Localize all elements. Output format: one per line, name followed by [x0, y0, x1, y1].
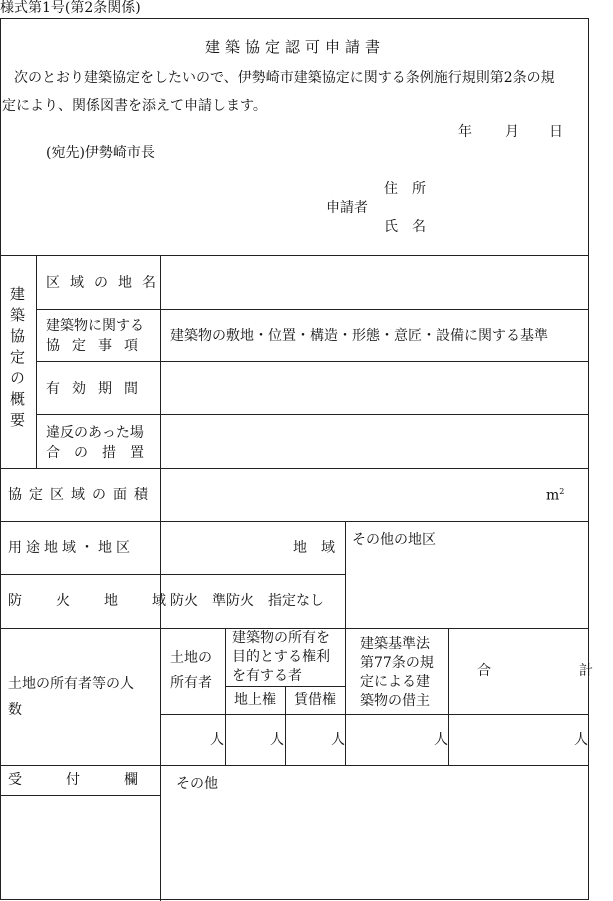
rights-holder-header-2: 目的とする権利: [232, 649, 330, 665]
agreement-items-value: 建築物の敷地・位置・構造・形態・意匠・設備に関する基準: [170, 328, 548, 344]
art77-header-2: 第77条の規: [360, 655, 434, 671]
total-header: 合 計: [477, 663, 613, 679]
overview-label: 建築協定の概要: [8, 286, 26, 433]
applicant-address-label: 住 所: [384, 181, 426, 197]
zone-label: 用途地域・地区: [8, 540, 134, 556]
land-owner-count-unit: 人: [210, 732, 224, 748]
applicant-label: 申請者: [326, 200, 368, 216]
agreement-items-label-2: 協定事項: [46, 338, 150, 354]
violation-measures-label-2: 合の措置: [46, 445, 158, 461]
violation-measures-label-1: 違反のあった場: [46, 425, 144, 441]
fire-zone-label: 防火地域: [8, 593, 200, 609]
date-month: 月: [505, 124, 519, 140]
form-number: 様式第1号(第2条関係): [0, 0, 141, 16]
addressee: (宛先)伊勢崎市長: [46, 145, 155, 161]
art77-header-1: 建築基準法: [360, 636, 430, 652]
area-label: 協定区域の面積: [8, 487, 155, 503]
date-year: 年: [458, 124, 472, 140]
art77-header-4: 築物の借主: [360, 693, 430, 709]
land-owner-header-1: 土地の: [170, 650, 212, 666]
intro-line-1: 次のとおり建築協定をしたいので、伊勢崎市建築協定に関する条例施行規則第2条の規: [14, 70, 555, 86]
art77-count-unit: 人: [434, 732, 448, 748]
surface-right-count-unit: 人: [270, 732, 284, 748]
total-count-unit: 人: [574, 732, 588, 748]
intro-line-2: 定により、関係図書を添えて申請します。: [2, 98, 267, 114]
lease-right-count-unit: 人: [331, 732, 345, 748]
owners-label-1: 土地の所有者等の人: [8, 676, 134, 692]
surface-right-header: 地上権: [234, 692, 276, 708]
land-owner-header-2: 所有者: [170, 675, 212, 691]
rights-holder-header-3: を有する者: [232, 668, 302, 684]
area-unit: $m^2$: [546, 487, 565, 504]
district-name-label: 区域の地名: [46, 275, 166, 291]
other-notes-label: その他: [176, 776, 218, 792]
owners-label-2: 数: [8, 702, 22, 718]
lease-right-header: 賃借権: [294, 692, 336, 708]
fire-zone-value: 防火 準防火 指定なし: [170, 593, 324, 609]
agreement-items-label-1: 建築物に関する: [46, 318, 144, 334]
art77-header-3: 定による建: [360, 674, 430, 690]
reception-label: 受付欄: [8, 772, 182, 788]
rights-holder-header-1: 建築物の所有を: [232, 630, 330, 646]
applicant-name-label: 氏 名: [384, 219, 426, 235]
zone-value: 地 域: [293, 540, 335, 556]
date-day: 日: [549, 124, 563, 140]
form-title: 建築協定認可申請書: [205, 38, 386, 56]
other-district-label: その他の地区: [352, 532, 436, 548]
validity-period-label: 有効期間: [46, 381, 150, 397]
